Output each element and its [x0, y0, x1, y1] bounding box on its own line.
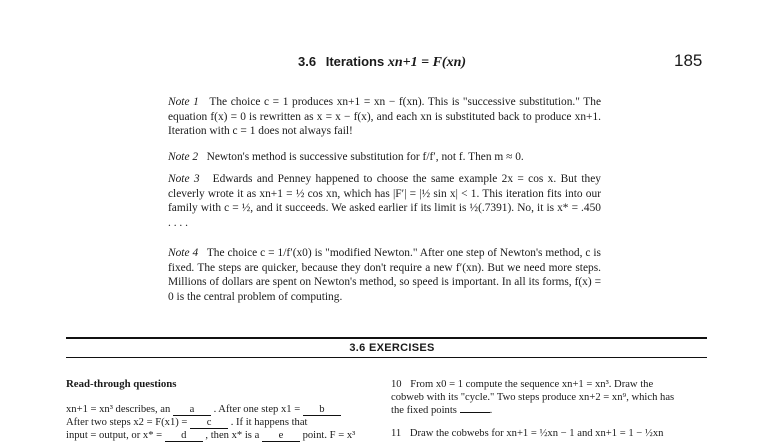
read-through-line: [66, 403, 378, 416]
exercise-number: 11: [391, 428, 402, 439]
read-through-line: [66, 429, 378, 442]
note-2: [168, 150, 601, 165]
text-run: xn+1 = xn³ describes, an: [66, 404, 171, 415]
note-text: The choice c = 1/f′(x0) is "modified Newton." After one step of Newton's method, c is fixed. The steps are quicker, because they don't require a new f′(xn). But we need more steps. Millions of dollars are spent on Newton's method, so speed is important. In all its forms, f(x) = 0 is the central problem of computing.: [168, 247, 601, 303]
note-tag: Note 3: [168, 173, 200, 185]
exercises-bottom-rule: [66, 357, 707, 358]
note-1: [168, 95, 601, 139]
note-text: The choice c = 1 produces xn+1 = xn − f(xn). This is "successive substitution." The equation f(x) = 0 is rewritten as x = x − f(x), and each xn is substituted back to produce xn+1. Iteration with c = 1 does not always fail!: [168, 96, 601, 138]
exercise-10-line: [391, 378, 702, 391]
exercise-number: 10: [391, 379, 402, 390]
text-run: . If it happens that: [230, 417, 308, 428]
exercise-11-line: [391, 427, 702, 440]
note-tag: Note 2: [168, 151, 199, 163]
note-4: [168, 246, 601, 304]
blank-b: b: [303, 404, 341, 416]
blank-e: e: [262, 430, 300, 442]
text-run: input = output, or x* =: [66, 430, 163, 441]
page-number: 185: [674, 51, 703, 70]
text-run: From x0 = 1 compute the sequence xn+1 = xn³. Draw the: [410, 379, 654, 390]
exercise-10-line: [391, 391, 702, 404]
exercises-column: [391, 378, 702, 440]
section-formula: xn+1 = F(xn): [387, 55, 467, 70]
read-through-column: [66, 378, 378, 442]
read-through-title: Read-through questions: [66, 378, 177, 390]
text-run: cobweb with its "cycle." Two steps produce xn+2 = xn⁹, which has: [391, 392, 675, 403]
read-through-line: [66, 416, 378, 429]
note-3: [168, 172, 601, 230]
text-run: Draw the cobwebs for xn+1 = ½xn − 1 and xn+1 = 1 − ½xn: [409, 428, 664, 439]
note-text: Edwards and Penney happened to choose the same example 2x = cos x. But they cleverly wrote it as xn+1 = ½ cos xn, which has |F′| = |½ sin x| < 1. This iteration fits into our family with c = ½, and it succeeds. We asked earlier if its limit is ½(.7391). No, it is x* = .450 . . . .: [168, 173, 601, 229]
blank-fixed-points: [460, 412, 490, 413]
text-run: . After one step x1 =: [213, 404, 301, 415]
blank-d: d: [165, 430, 203, 442]
exercises-header: 3.6 EXERCISES: [349, 342, 435, 354]
text-run: After two steps x2 = F(x1) =: [66, 417, 188, 428]
text-run: point. F = x³: [302, 430, 356, 441]
note-tag: Note 4: [168, 247, 199, 259]
blank-c: c: [190, 417, 228, 429]
section-number: 3.6: [298, 54, 317, 69]
section-title: Iterations: [325, 54, 385, 69]
text-run: , then x* is a: [205, 430, 260, 441]
exercise-10-line: the fixed points .: [391, 405, 493, 416]
note-tag: Note 1: [168, 96, 199, 108]
text-run: the fixed points: [391, 405, 457, 416]
running-head: [298, 54, 466, 71]
blank-a: a: [173, 404, 211, 416]
exercises-top-rule: [66, 337, 707, 339]
note-text: Newton's method is successive substitution for f/f′, not f. Then m ≈ 0.: [206, 151, 524, 163]
